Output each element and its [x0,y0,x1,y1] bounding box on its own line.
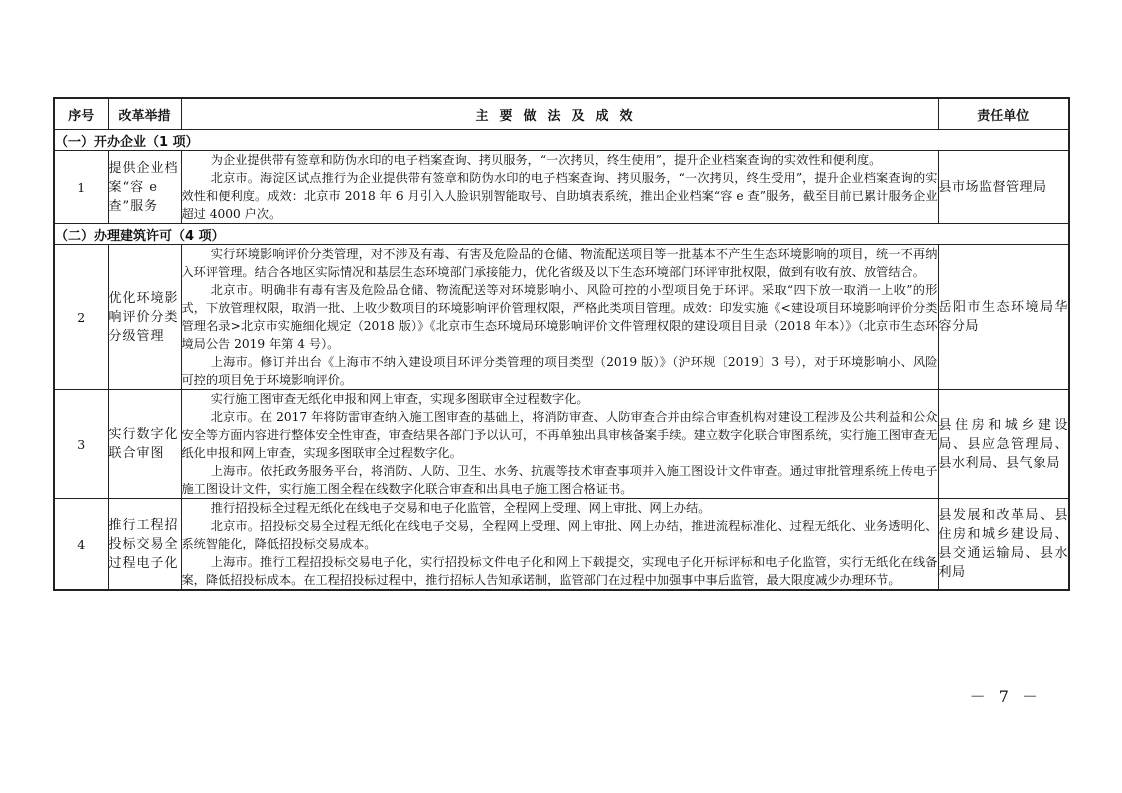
page-number: － 7 － [969,687,1042,706]
row-number: 3 [54,390,108,499]
header-content: 主要做法及成效 [181,98,938,130]
section-title: （一）开办企业（1 项） [54,130,1069,151]
practice-content [181,390,938,499]
header-unit: 责任单位 [938,98,1069,130]
content-paragraph: 推行招投标全过程无纸化在线电子交易和电子化监管，全程网上受理、网上审批、网上办结。 [210,501,711,515]
responsible-unit: 县发展和改革局、县住房和城乡建设局、县交通运输局、县水利局 [938,499,1069,591]
reform-measures-table [53,97,1070,591]
content-paragraph: 北京市。在 2017 年将防雷审查纳入施工图审查的基础上，将消防审查、人防审查合并由综合审查机构对建设工程涉及公共利益和公众安全等方面内容进行整体安全性审查，审查结果各部门予以认可，不再单独出具审核备案手续。建立数字化联合审图系统，实行施工图审查无纸化申报和网上审查，实现多图联审全过程数字化。 [181,410,938,460]
responsible-unit: 岳阳市生态环境局华容分局 [938,245,1069,390]
row-number: 4 [54,499,108,591]
content-paragraph: 实行施工图审查无纸化申报和网上审查，实现多图联审全过程数字化。 [210,392,589,406]
content-paragraph: 上海市。依托政务服务平台，将消防、人防、卫生、水务、抗震等技术审查事项并入施工图设计文件审查。通过审批管理系统上传电子施工图设计文件，实行施工图全程在线数字化联合审查和出具电子施工图合格证书。 [181,464,938,496]
content-paragraph: 北京市。海淀区试点推行为企业提供带有签章和防伪水印的电子档案查询、拷贝服务，“一次拷贝，终生受用”，提升企业档案查询的实效性和便利度。成效：北京市 2018 年 6 月引入人脸识别智能取号、自助填表系统，推出企业档案“容 e 查”服务，截至目前已累计服务企业超过 4000 户次。 [181,171,938,221]
table-row [54,245,1069,390]
reform-measure: 提供企业档案“容 e 查”服务 [108,151,181,224]
table-row [54,151,1069,224]
reform-measure: 优化环境影响评价分类分级管理 [108,245,181,390]
practice-content [181,151,938,224]
practice-content [181,499,938,591]
content-paragraph: 实行环境影响评价分类管理，对不涉及有毒、有害及危险品的仓储、物流配送项目等一批基本不产生生态环境影响的项目，统一不再纳入环评管理。结合各地区实际情况和基层生态环境部门承接能力，优化省级及以下生态环境部门环评审批权限，做到有收有放、放管结合。 [181,247,938,279]
row-number: 1 [54,151,108,224]
section-title: （二）办理建筑许可（4 项） [54,224,1069,245]
section-row [54,224,1069,245]
header-measure: 改革举措 [108,98,181,130]
content-paragraph: 北京市。招投标交易全过程无纸化在线电子交易，全程网上受理、网上审批、网上办结，推进流程标准化、过程无纸化、业务透明化、系统智能化，降低招投标交易成本。 [181,519,938,551]
reform-measure: 推行工程招投标交易全过程电子化 [108,499,181,591]
table-header-row [54,98,1069,130]
practice-content [181,245,938,390]
responsible-unit: 县住房和城乡建设局、县应急管理局、县水利局、县气象局 [938,390,1069,499]
section-row [54,130,1069,151]
content-paragraph: 北京市。明确非有毒有害及危险品仓储、物流配送等对环境影响小、风险可控的小型项目免于环评。采取“四下放一取消一上收”的形式，下放管理权限，取消一批、上收少数项目的环境影响评价管理权限，严格此类项目管理。成效：印发实施《<建设项目环境影响评价分类管理名录>北京市实施细化规定（2018 版）》《北京市生态环境局环境影响评价文件管理权限的建设项目目录（2018 年本）》（北京市生态环境局公告 2019 年第 4 号）。 [181,283,938,351]
responsible-unit: 县市场监督管理局 [938,151,1069,224]
content-paragraph: 上海市。推行工程招投标交易电子化，实行招投标文件电子化和网上下载提交，实现电子化开标评标和电子化监管，实行无纸化在线备案，降低招投标成本。在工程招投标过程中，推行招标人告知承诺制，监管部门在过程中加强事中事后监管，最大限度减少办理环节。 [181,555,938,587]
reform-measure: 实行数字化联合审图 [108,390,181,499]
table-row [54,499,1069,591]
table-row [54,390,1069,499]
row-number: 2 [54,245,108,390]
header-num: 序号 [54,98,108,130]
content-paragraph: 为企业提供带有签章和防伪水印的电子档案查询、拷贝服务，“一次拷贝，终生使用”，提升企业档案查询的实效性和便利度。 [210,153,882,167]
content-paragraph: 上海市。修订并出台《上海市不纳入建设项目环评分类管理的项目类型（2019 版）》（沪环规〔2019〕3 号），对于环境影响小、风险可控的项目免于环境影响评价。 [181,355,938,387]
